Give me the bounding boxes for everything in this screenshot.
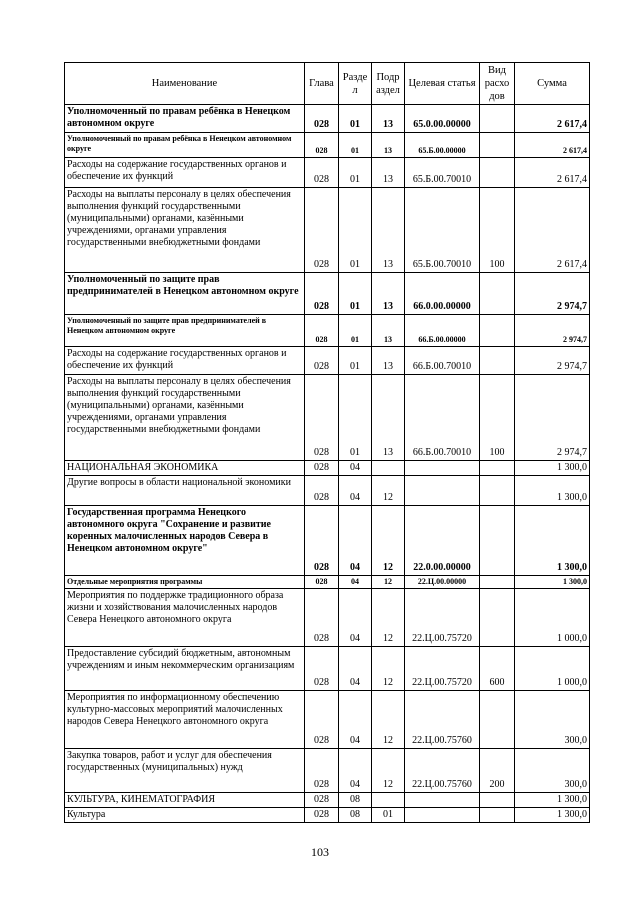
row-sum: 1 300,0 <box>515 476 590 506</box>
row-glava: 028 <box>305 461 339 476</box>
table-row <box>65 647 590 691</box>
row-vid <box>480 691 515 749</box>
row-glava: 028 <box>305 315 339 347</box>
row-name: Уполномоченный по правам ребёнка в Ненецком автономном округе <box>65 105 305 133</box>
row-target: 66.0.00.00000 <box>405 273 480 315</box>
row-razdel: 04 <box>339 589 372 647</box>
row-sum: 2 617,4 <box>515 188 590 273</box>
row-razdel: 01 <box>339 133 372 158</box>
row-razdel: 01 <box>339 188 372 273</box>
table-row <box>65 273 590 315</box>
row-sum: 300,0 <box>515 691 590 749</box>
header-glava: Глава <box>305 63 339 105</box>
row-sum: 2 617,4 <box>515 133 590 158</box>
row-razdel: 01 <box>339 273 372 315</box>
row-target: 66.Б.00.00000 <box>405 315 480 347</box>
row-target: 22.Ц.00.75760 <box>405 691 480 749</box>
row-vid <box>480 808 515 823</box>
row-glava: 028 <box>305 647 339 691</box>
row-glava: 028 <box>305 188 339 273</box>
row-podr: 13 <box>372 315 405 347</box>
row-sum: 1 000,0 <box>515 589 590 647</box>
row-razdel: 04 <box>339 506 372 576</box>
row-razdel: 04 <box>339 691 372 749</box>
row-razdel: 04 <box>339 576 372 589</box>
row-vid <box>480 793 515 808</box>
row-vid <box>480 461 515 476</box>
row-name: НАЦИОНАЛЬНАЯ ЭКОНОМИКА <box>65 461 305 476</box>
row-sum: 300,0 <box>515 749 590 793</box>
row-name: Предоставление субсидий бюджетным, автономным учреждениям и иным некоммерческим организациям <box>65 647 305 691</box>
row-name: Мероприятия по поддержке традиционного образа жизни и хозяйствования малочисленных народов Севера Ненецкого автономного округа <box>65 589 305 647</box>
row-razdel: 08 <box>339 793 372 808</box>
row-name: Культура <box>65 808 305 823</box>
row-target: 65.Б.00.70010 <box>405 158 480 188</box>
row-name: Государственная программа Ненецкого автономного округа "Сохранение и развитие коренных малочисленных народов Севера в Ненецком автономном округе" <box>65 506 305 576</box>
row-target: 65.Б.00.00000 <box>405 133 480 158</box>
row-target: 22.Ц.00.75720 <box>405 647 480 691</box>
row-vid <box>480 133 515 158</box>
table-row <box>65 576 590 589</box>
table-row <box>65 589 590 647</box>
row-vid: 200 <box>480 749 515 793</box>
row-podr: 13 <box>372 105 405 133</box>
row-razdel: 01 <box>339 375 372 461</box>
row-podr: 12 <box>372 749 405 793</box>
row-podr: 01 <box>372 808 405 823</box>
row-target: 66.Б.00.70010 <box>405 347 480 375</box>
row-vid <box>480 105 515 133</box>
row-razdel: 04 <box>339 476 372 506</box>
row-name: Отдельные мероприятия программы <box>65 576 305 589</box>
row-vid <box>480 506 515 576</box>
row-target: 22.Ц.00.75720 <box>405 589 480 647</box>
row-name: Уполномоченный по правам ребёнка в Ненецком автономном округе <box>65 133 305 158</box>
row-name: Расходы на содержание государственных органов и обеспечение их функций <box>65 347 305 375</box>
table-row <box>65 158 590 188</box>
row-sum: 2 617,4 <box>515 158 590 188</box>
row-vid <box>480 273 515 315</box>
row-vid <box>480 158 515 188</box>
row-razdel: 01 <box>339 315 372 347</box>
row-podr: 13 <box>372 273 405 315</box>
row-vid <box>480 576 515 589</box>
row-sum: 1 300,0 <box>515 808 590 823</box>
row-vid <box>480 347 515 375</box>
row-podr: 12 <box>372 589 405 647</box>
row-podr: 13 <box>372 347 405 375</box>
row-podr: 13 <box>372 133 405 158</box>
row-glava: 028 <box>305 273 339 315</box>
row-target: 65.0.00.00000 <box>405 105 480 133</box>
row-glava: 028 <box>305 589 339 647</box>
row-target <box>405 793 480 808</box>
row-glava: 028 <box>305 691 339 749</box>
row-podr <box>372 461 405 476</box>
row-sum: 1 300,0 <box>515 793 590 808</box>
budget-table <box>64 62 590 823</box>
header-vid: Вид расхо дов <box>480 63 515 105</box>
row-razdel: 04 <box>339 647 372 691</box>
row-target: 22.0.00.00000 <box>405 506 480 576</box>
row-razdel: 08 <box>339 808 372 823</box>
row-podr: 12 <box>372 691 405 749</box>
row-name: Расходы на выплаты персоналу в целях обеспечения выполнения функций государственными (муниципальными) органами, казёнными учреждениями, органами управления государственными внебюджетными фондами <box>65 188 305 273</box>
row-sum: 1 300,0 <box>515 461 590 476</box>
row-name: Расходы на содержание государственных органов и обеспечение их функций <box>65 158 305 188</box>
table-row <box>65 188 590 273</box>
row-glava: 028 <box>305 347 339 375</box>
table-row <box>65 506 590 576</box>
table-row <box>65 347 590 375</box>
row-vid <box>480 476 515 506</box>
row-razdel: 01 <box>339 158 372 188</box>
row-razdel: 01 <box>339 105 372 133</box>
row-target <box>405 461 480 476</box>
row-name: Уполномоченный по защите прав предпринимателей в Ненецком автономном округе <box>65 315 305 347</box>
row-vid <box>480 589 515 647</box>
row-name: Другие вопросы в области национальной экономики <box>65 476 305 506</box>
row-podr: 12 <box>372 647 405 691</box>
row-podr: 12 <box>372 576 405 589</box>
row-name: КУЛЬТУРА, КИНЕМАТОГРАФИЯ <box>65 793 305 808</box>
row-sum: 2 974,7 <box>515 347 590 375</box>
row-name: Закупка товаров, работ и услуг для обеспечения государственных (муниципальных) нужд <box>65 749 305 793</box>
row-name: Расходы на выплаты персоналу в целях обеспечения выполнения функций государственными (муниципальными) органами, казёнными учреждениями, органами управления государственными внебюджетными фондами <box>65 375 305 461</box>
table-row <box>65 793 590 808</box>
table-row <box>65 133 590 158</box>
row-sum: 1 300,0 <box>515 576 590 589</box>
row-glava: 028 <box>305 793 339 808</box>
row-target: 66.Б.00.70010 <box>405 375 480 461</box>
table-row <box>65 749 590 793</box>
header-target: Целевая статья <box>405 63 480 105</box>
row-sum: 2 974,7 <box>515 273 590 315</box>
header-razdel: Разде л <box>339 63 372 105</box>
row-podr: 13 <box>372 375 405 461</box>
row-vid: 100 <box>480 188 515 273</box>
table-row <box>65 691 590 749</box>
table-row <box>65 375 590 461</box>
row-target <box>405 476 480 506</box>
row-sum: 2 617,4 <box>515 105 590 133</box>
table-row <box>65 808 590 823</box>
row-glava: 028 <box>305 105 339 133</box>
row-glava: 028 <box>305 576 339 589</box>
row-podr: 12 <box>372 476 405 506</box>
row-target <box>405 808 480 823</box>
table-row <box>65 476 590 506</box>
table-row <box>65 315 590 347</box>
row-target: 65.Б.00.70010 <box>405 188 480 273</box>
row-glava: 028 <box>305 375 339 461</box>
row-sum: 1 000,0 <box>515 647 590 691</box>
row-glava: 028 <box>305 158 339 188</box>
row-glava: 028 <box>305 133 339 158</box>
page-number: 103 <box>311 845 329 859</box>
row-podr: 12 <box>372 506 405 576</box>
row-name: Мероприятия по информационному обеспечению культурно-массовых мероприятий малочисленных народов Севера Ненецкого автономного округа <box>65 691 305 749</box>
row-target: 22.Ц.00.75760 <box>405 749 480 793</box>
table-row <box>65 105 590 133</box>
row-target: 22.Ц.00.00000 <box>405 576 480 589</box>
row-glava: 028 <box>305 749 339 793</box>
row-razdel: 01 <box>339 347 372 375</box>
table-row <box>65 461 590 476</box>
row-razdel: 04 <box>339 749 372 793</box>
row-glava: 028 <box>305 808 339 823</box>
header-row <box>65 63 590 105</box>
row-razdel: 04 <box>339 461 372 476</box>
row-sum: 2 974,7 <box>515 315 590 347</box>
row-podr: 13 <box>372 188 405 273</box>
row-glava: 028 <box>305 476 339 506</box>
row-podr <box>372 793 405 808</box>
row-vid <box>480 315 515 347</box>
row-vid: 600 <box>480 647 515 691</box>
row-sum: 2 974,7 <box>515 375 590 461</box>
header-sum: Сумма <box>515 63 590 105</box>
row-sum: 1 300,0 <box>515 506 590 576</box>
row-podr: 13 <box>372 158 405 188</box>
row-name: Уполномоченный по защите прав предпринимателей в Ненецком автономном округе <box>65 273 305 315</box>
header-podrazdel: Подр аздел <box>372 63 405 105</box>
row-glava: 028 <box>305 506 339 576</box>
row-vid: 100 <box>480 375 515 461</box>
header-name: Наименование <box>65 63 305 105</box>
